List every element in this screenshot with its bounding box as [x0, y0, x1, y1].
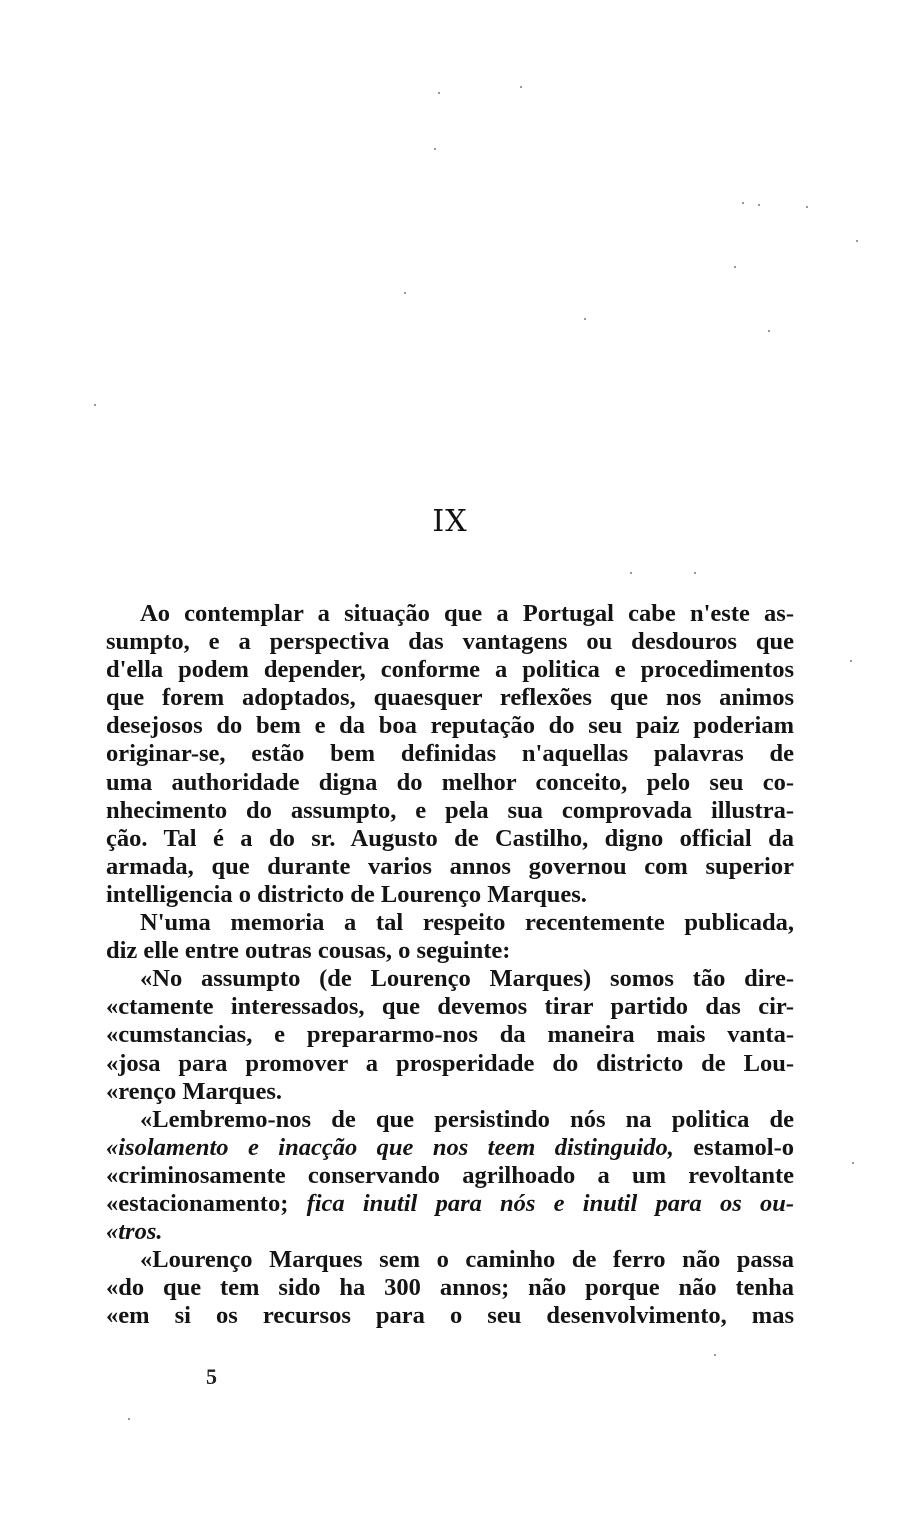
text-line: desejosos do bem e da boa reputação do seu paiz poderiam	[106, 712, 794, 740]
text-line: Ao contemplar a situação que a Portugal cabe n'este as-	[140, 600, 794, 627]
text-line: d'ella podem depender, conforme a politica e procedimentos	[106, 656, 794, 684]
scan-speck	[520, 86, 522, 88]
text-line: intelligencia o districto de Lourenço Marques.	[106, 880, 587, 908]
scan-speck	[584, 318, 586, 320]
scan-speck	[742, 202, 744, 204]
quote-line: «cumstancias, e prepararmo-nos da maneira mais vanta-	[106, 1021, 794, 1049]
quote-fragment: «estacionamento;	[106, 1189, 289, 1217]
quote-line: «Lourenço Marques sem o caminho de ferro não passa	[140, 1246, 794, 1274]
text-line: que forem adoptados, quaesquer reflexões que nos animos	[106, 684, 794, 712]
scan-speck	[438, 92, 440, 94]
quote-line: «renço Marques.	[106, 1077, 283, 1105]
scan-speck	[694, 572, 696, 574]
text-line: originar-se, estão bem definidas n'aquellas palavras de	[106, 740, 794, 768]
quote-line: «ctamente interessados, que devemos tirar partido das cir-	[106, 993, 794, 1021]
quote-line: «criminosamente conservando agrilhoado a um revoltante	[106, 1161, 794, 1189]
page-number: 5	[206, 1364, 217, 1389]
scan-speck	[630, 572, 632, 574]
quote-fragment: estamol-o	[673, 1133, 794, 1161]
scan-speck	[94, 404, 96, 406]
scan-speck	[734, 266, 736, 268]
body-text	[106, 600, 794, 1330]
text-line: nhecimento do assumpto, e pela sua comprovada illustra-	[106, 796, 794, 824]
quote-line: «do que tem sido ha 300 annos; não porque não tenha	[106, 1274, 794, 1302]
text-line: sumpto, e a perspectiva das vantagens ou desdouros que	[106, 628, 794, 656]
quote-line: «josa para promover a prosperidade do districto de Lou-	[106, 1049, 794, 1077]
chapter-heading: IX	[432, 504, 468, 539]
scan-speck	[850, 660, 852, 662]
quote-line: «No assumpto (de Lourenço Marques) somos tão dire-	[140, 965, 794, 993]
quote-line: «Lembremo-nos de que persistindo nós na politica de	[140, 1105, 794, 1133]
quote-line	[106, 1218, 794, 1246]
scan-speck	[128, 1418, 130, 1420]
scan-speck	[714, 1354, 716, 1356]
italic-phrase: fica inutil para nós e inutil para os ou-	[288, 1189, 794, 1217]
text-line: ção. Tal é a do sr. Augusto de Castilho, digno official da	[106, 824, 794, 852]
quote-line: «em si os recursos para o seu desenvolvimento, mas	[106, 1302, 794, 1330]
scan-speck	[768, 330, 770, 332]
quote-line	[106, 1190, 794, 1218]
scan-speck	[758, 204, 760, 206]
text-line: N'uma memoria a tal respeito recentemente publicada,	[140, 909, 794, 937]
scan-speck	[806, 206, 808, 208]
quote-line	[106, 1134, 794, 1162]
text-line: uma authoridade digna do melhor conceito, pelo seu co-	[106, 768, 794, 796]
scan-speck	[434, 148, 436, 150]
scan-speck	[852, 1162, 854, 1164]
italic-phrase: «isolamento e inacção que nos teem distinguido,	[106, 1133, 674, 1161]
italic-phrase: «tros.	[106, 1218, 163, 1246]
text-line: armada, que durante varios annos governou com superior	[106, 852, 794, 880]
scan-speck	[856, 240, 858, 242]
text-line: diz elle entre outras cousas, o seguinte:	[106, 937, 511, 965]
scan-speck	[404, 292, 406, 294]
